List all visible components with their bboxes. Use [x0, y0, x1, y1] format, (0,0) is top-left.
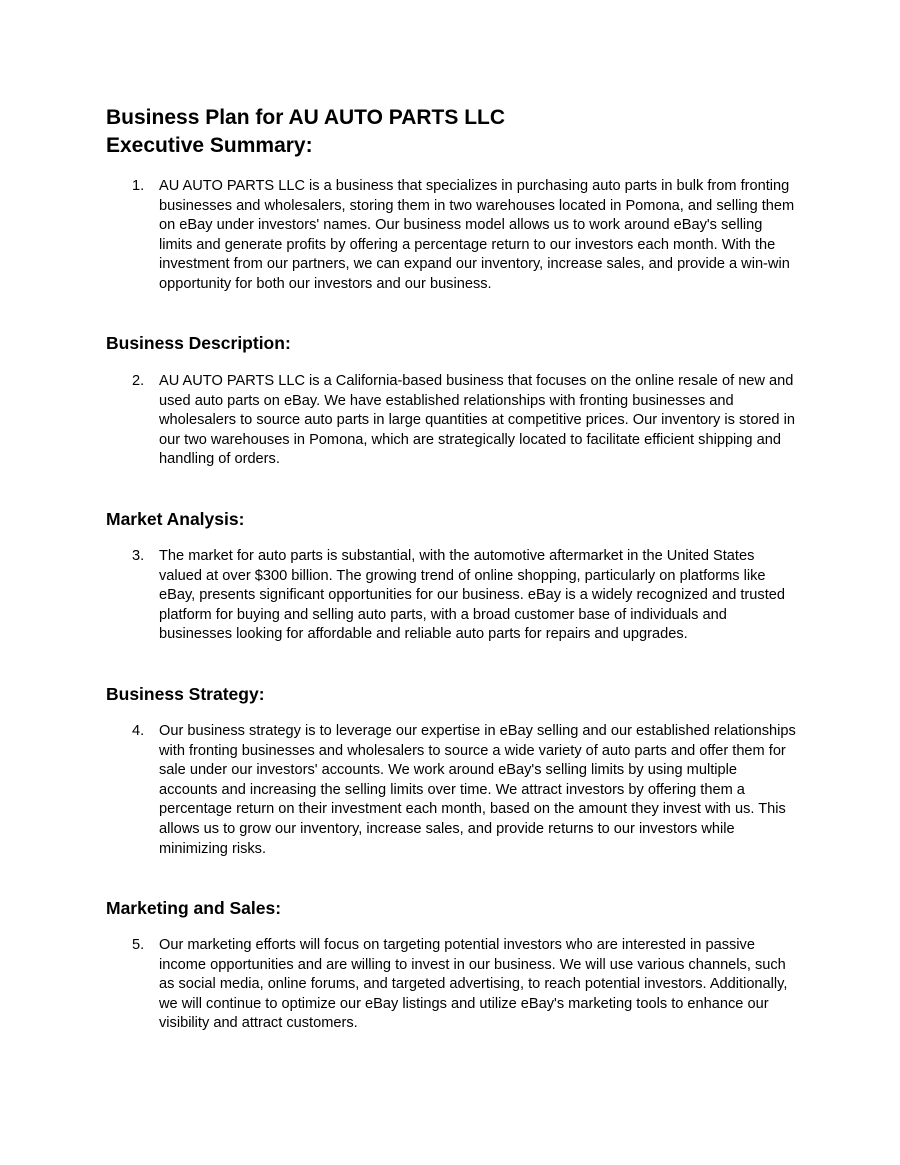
list-item-text: The market for auto parts is substantial, with the automotive aftermarket in the United States valued at over $300 billion. The growing trend of online shopping, particularly on platforms like eBay, presents significant opportunities for our business. eBay is a widely recognized and trusted platform for buying and selling auto parts, with a broad customer base of individuals and businesses looking for affordable and reliable auto parts for repairs and upgrades. [159, 548, 785, 643]
list-item-text: AU AUTO PARTS LLC is a business that specializes in purchasing auto parts in bulk from fronting businesses and wholesalers, storing them in two warehouses located in Pomona, and selling them on eBay under investors' names. Our business model allows us to work around eBay's selling limits and generate profits by offering a percentage return to our investors each month. With the investment from our partners, we can expand our inventory, increase sales, and provide a win-win opportunity for both our investors and our business. [159, 178, 795, 292]
title-block [106, 104, 806, 160]
business-description-heading: Business Description: [106, 333, 291, 353]
list-item-number: 1. [132, 178, 145, 194]
list-item-number: 4. [132, 723, 145, 739]
executive-summary-heading: Executive Summary: [106, 134, 313, 157]
list-item-3 [106, 547, 806, 647]
list-item-number: 2. [132, 373, 145, 389]
list-item-text: Our marketing efforts will focus on targeting potential investors who are interested in passive income opportunities and are willing to invest in our business. We will use various channels, such as social media, online forums, and targeted advertising, to reach potential investors. Additionally, we will continue to optimize our eBay listings and utilize eBay's marketing tools to enhance our visibility and attract customers. [159, 937, 788, 1032]
list-item-number: 3. [132, 548, 145, 564]
list-item-text: Our business strategy is to leverage our expertise in eBay selling and our established relationships with fronting businesses and wholesalers to source a wide variety of auto parts and offer them for sale under our investors' accounts. We work around eBay's selling limits by using multiple accounts and increasing the selling limits over time. We attract investors by offering them a percentage return on their investment each month, based on the amount they invest with us. This allows us to grow our inventory, increase sales, and provide returns to our investors while minimizing risks. [159, 723, 796, 857]
list-item-1 [106, 177, 806, 297]
business-strategy-heading: Business Strategy: [106, 684, 265, 704]
document-title: Business Plan for AU AUTO PARTS LLC [106, 106, 506, 129]
list-item-4 [106, 722, 806, 862]
list-item-text: AU AUTO PARTS LLC is a California-based business that focuses on the online resale of new and used auto parts on eBay. We have established relationships with fronting businesses and wholesalers to source auto parts in large quantities at competitive prices. Our inventory is stored in our two warehouses in Pomona, which are strategically located to facilitate efficient shipping and handling of orders. [159, 373, 795, 468]
marketing-and-sales-heading: Marketing and Sales: [106, 898, 282, 918]
market-analysis-heading: Market Analysis: [106, 509, 245, 529]
list-item-number: 5. [132, 937, 145, 953]
list-item-5 [106, 936, 806, 1036]
list-item-2 [106, 372, 806, 472]
